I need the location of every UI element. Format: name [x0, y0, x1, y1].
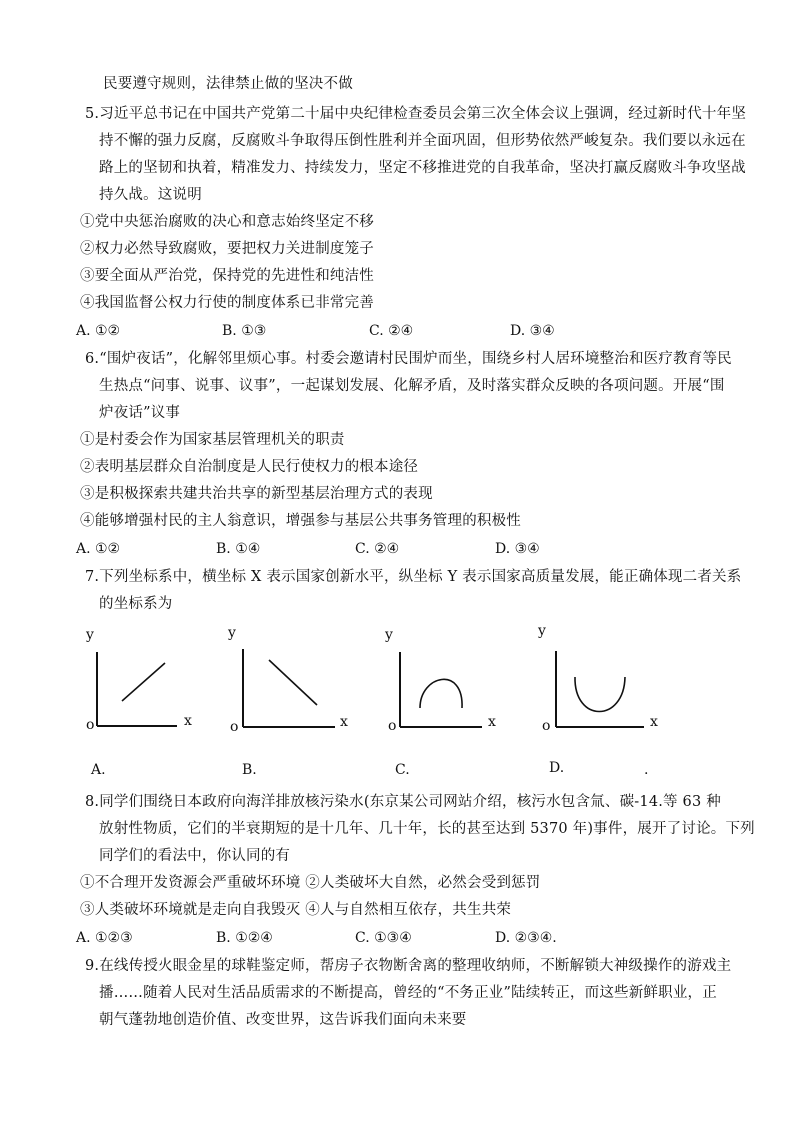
q8-statements-3-4: ③人类破坏环境就是走向自我毁灭 ④人与自然相互依存，共生共荣: [80, 902, 512, 918]
graph-d-plot: [530, 625, 670, 745]
q9-stem-line-2: 播……随着人民对生活品质需求的不断提高，曾经的“不务正业”陆续转正，而这些新鲜职业，正: [99, 985, 717, 1001]
graph-c-y-label: y: [385, 627, 393, 643]
graph-d-y-label: y: [538, 623, 546, 639]
q5-statement-1: ①党中央惩治腐败的决心和意志始终坚定不移: [80, 214, 374, 230]
graph-b-x-label: x: [340, 714, 348, 730]
q5-statement-2: ②权力必然导致腐败，要把权力关进制度笼子: [80, 241, 374, 257]
graph-a[interactable]: [80, 625, 200, 745]
q6-statement-1: ①是村委会作为国家基层管理机关的职责: [80, 432, 345, 448]
q8-option-d[interactable]: D. ②③④.: [495, 930, 557, 946]
q8-stem-line-3: 同学们的看法中，你认同的有: [99, 848, 291, 864]
graph-a-plot: [80, 625, 200, 745]
graph-a-x-label: x: [184, 713, 192, 729]
q6-option-c[interactable]: C. ②④: [355, 541, 400, 557]
stray-mark: .: [644, 762, 649, 778]
graph-d-option-label[interactable]: D.: [549, 760, 565, 776]
graph-c-option-label[interactable]: C.: [395, 762, 410, 778]
graph-b-origin-label: o: [230, 719, 239, 735]
q5-option-a[interactable]: A. ①②: [76, 323, 121, 339]
q5-option-c[interactable]: C. ②④: [369, 323, 414, 339]
graph-a-option-label[interactable]: A.: [91, 762, 106, 778]
q6-option-a[interactable]: A. ①②: [76, 541, 121, 557]
q6-stem-line-3: 炉夜话”议事: [99, 405, 181, 421]
q8-option-a[interactable]: A. ①②③: [76, 930, 133, 946]
q8-statements-1-2: ①不合理开发资源会严重破坏环境 ②人类破坏大自然，必然会受到惩罚: [80, 875, 541, 891]
q4-tail-line: 民要遵守规则，法律禁止做的坚决不做: [103, 76, 353, 92]
q9-stem-line-3: 朝气蓬勃地创造价值、改变世界，这告诉我们面向未来要: [99, 1012, 467, 1028]
q8-stem-line-2: 放射性物质，它们的半衰期短的是十几年、几十年，长的甚至达到 5370 年)事件，展开了讨论。下列: [99, 821, 755, 837]
graph-c[interactable]: [380, 625, 510, 745]
q5-option-b[interactable]: B. ①③: [222, 323, 267, 339]
q5-stem-line-3: 路上的坚韧和执着，精准发力、持续发力，坚定不移推进党的自我革命，坚决打赢反腐败斗争攻坚战: [99, 160, 746, 176]
q8-stem-line-1: 8.同学们围绕日本政府向海洋排放核污染水(东京某公司网站介绍，核污水包含氚、碳-14.等 63 种: [85, 794, 721, 810]
q5-statement-3: ③要全面从严治党，保持党的先进性和纯洁性: [80, 268, 374, 284]
graph-a-origin-label: o: [86, 717, 95, 733]
q8-option-b[interactable]: B. ①②④: [216, 930, 273, 946]
graph-c-origin-label: o: [388, 718, 397, 734]
graph-a-y-label: y: [86, 627, 94, 643]
q6-stem-line-1: 6.“围炉夜话”，化解邻里烦心事。村委会邀请村民围炉而坐，围绕乡村人居环境整治和医疗教育等民: [85, 351, 732, 367]
q6-option-b[interactable]: B. ①④: [216, 541, 261, 557]
q5-stem-line-2: 持不懈的强力反腐，反腐败斗争取得压倒性胜利并全面巩固，但形势依然严峻复杂。我们要以永远在: [99, 133, 746, 149]
q7-stem-line-1: 7.下列坐标系中，横坐标 X 表示国家创新水平，纵坐标 Y 表示国家高质量发展，能正确体现二者关系: [85, 569, 742, 585]
q5-stem-line-1: 5.习近平总书记在中国共产党第二十届中央纪律检查委员会第三次全体会议上强调，经过新时代十年坚: [85, 106, 747, 122]
q8-option-c[interactable]: C. ①③④: [355, 930, 412, 946]
graph-b-option-label[interactable]: B.: [242, 762, 257, 778]
q5-stem-line-4: 持久战。这说明: [99, 187, 202, 203]
q6-statement-2: ②表明基层群众自治制度是人民行使权力的根本途径: [80, 459, 419, 475]
q5-statement-4: ④我国监督公权力行使的制度体系已非常完善: [80, 295, 374, 311]
graph-b[interactable]: [224, 625, 359, 745]
q6-option-d[interactable]: D. ③④: [495, 541, 540, 557]
q6-statement-4: ④能够增强村民的主人翁意识，增强参与基层公共事务管理的积极性: [80, 513, 521, 529]
graph-c-x-label: x: [488, 714, 496, 730]
q7-stem-line-2: 的坐标系为: [99, 596, 173, 612]
graph-d-origin-label: o: [542, 718, 551, 734]
graph-d[interactable]: [530, 625, 670, 745]
graph-b-y-label: y: [228, 625, 236, 641]
q6-stem-line-2: 生热点“问事、说事、议事”，一起谋划发展、化解矛盾，及时落实群众反映的各项问题。开展“围: [99, 378, 725, 394]
graph-b-plot: [224, 625, 359, 745]
graph-d-x-label: x: [650, 714, 658, 730]
q9-stem-line-1: 9.在线传授火眼金星的球鞋鉴定师，帮房子衣物断舍离的整理收纳师，不断解锁大神级操作的游戏主: [85, 958, 732, 974]
q5-option-d[interactable]: D. ③④: [510, 323, 555, 339]
q6-statement-3: ③是积极探索共建共治共享的新型基层治理方式的表现: [80, 486, 433, 502]
